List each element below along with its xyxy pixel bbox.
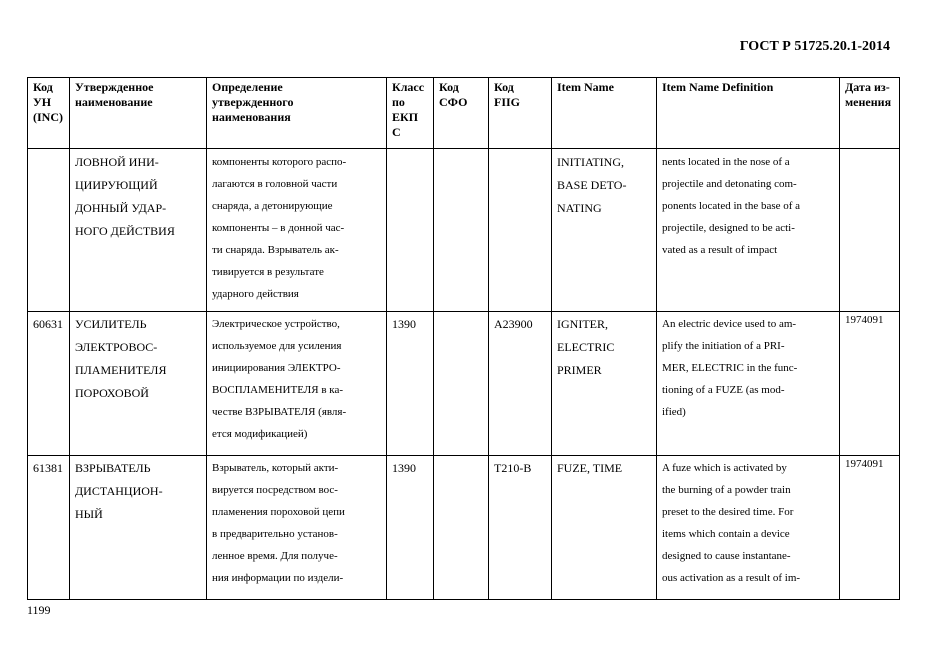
cell-definition: Электрическое устройство, используемое для усиления инициирования ЭЛЕКТРО- ВОСПЛАМЕНИТЕЛЯ в ка- честве ВЗРЫВАТЕЛЯ (явля- ется модификацией) bbox=[207, 312, 387, 456]
standard-header: ГОСТ Р 51725.20.1-2014 bbox=[739, 39, 890, 54]
cell-fiig: T210-B bbox=[489, 456, 552, 600]
col-item-name: Item Name bbox=[552, 78, 657, 149]
table-row bbox=[28, 149, 900, 312]
col-sfo: Код СФО bbox=[434, 78, 489, 149]
page-number: 1199 bbox=[27, 603, 51, 617]
cell-item-definition: A fuze which is activated by the burning of a powder train preset to the desired time. For items which contain a device designed to cause instantane- ous activation as a result of im- bbox=[657, 456, 840, 600]
cell-approved-name: ВЗРЫВАТЕЛЬ ДИСТАНЦИОН- НЫЙ bbox=[70, 456, 207, 600]
table-row bbox=[28, 312, 900, 456]
cell-class bbox=[387, 149, 434, 312]
cell-item-definition: nents located in the nose of a projectile and detonating com- ponents located in the base of a projectile, designed to be acti- vated as a result of impact bbox=[657, 149, 840, 312]
table-header-row bbox=[28, 78, 900, 149]
cell-fiig bbox=[489, 149, 552, 312]
col-fiig: Код FIIG bbox=[489, 78, 552, 149]
col-change-date: Дата из- менения bbox=[840, 78, 900, 149]
cell-item-name: IGNITER, ELECTRIC PRIMER bbox=[552, 312, 657, 456]
items-table bbox=[27, 77, 900, 600]
cell-item-definition: An electric device used to am- plify the initiation of a PRI- MER, ELECTRIC in the func- tioning of a FUZE (as mod- ified) bbox=[657, 312, 840, 456]
table-row bbox=[28, 456, 900, 600]
cell-inc: 60631 bbox=[28, 312, 70, 456]
cell-fiig: A23900 bbox=[489, 312, 552, 456]
cell-class: 1390 bbox=[387, 312, 434, 456]
cell-sfo bbox=[434, 312, 489, 456]
col-item-name-definition: Item Name Definition bbox=[657, 78, 840, 149]
cell-item-name: INITIATING, BASE DETO- NATING bbox=[552, 149, 657, 312]
cell-definition: компоненты которого распо- лагаются в головной части снаряда, а детонирующие компоненты – в донной час- ти снаряда. Взрыватель ак- тивируется в результате ударного действия bbox=[207, 149, 387, 312]
cell-approved-name: УСИЛИТЕЛЬ ЭЛЕКТРОВОС- ПЛАМЕНИТЕЛЯ ПОРОХОВОЙ bbox=[70, 312, 207, 456]
col-definition: Определение утвержденного наименования bbox=[207, 78, 387, 149]
cell-item-name: FUZE, TIME bbox=[552, 456, 657, 600]
cell-definition: Взрыватель, который акти- вируется посредством вос- пламенения пороховой цепи в предварительно установ- ленное время. Для получе- ния информации по издели- bbox=[207, 456, 387, 600]
cell-change-date bbox=[840, 149, 900, 312]
col-inc: Код УН (INC) bbox=[28, 78, 70, 149]
cell-sfo bbox=[434, 149, 489, 312]
col-class: Класс по ЕКП С bbox=[387, 78, 434, 149]
cell-sfo bbox=[434, 456, 489, 600]
cell-change-date: 1974091 bbox=[840, 312, 900, 456]
cell-change-date: 1974091 bbox=[840, 456, 900, 600]
cell-inc bbox=[28, 149, 70, 312]
cell-inc: 61381 bbox=[28, 456, 70, 600]
cell-approved-name: ЛОВНОЙ ИНИ- ЦИИРУЮЩИЙ ДОННЫЙ УДАР- НОГО ДЕЙСТВИЯ bbox=[70, 149, 207, 312]
col-approved-name: Утвержденное наименование bbox=[70, 78, 207, 149]
cell-class: 1390 bbox=[387, 456, 434, 600]
